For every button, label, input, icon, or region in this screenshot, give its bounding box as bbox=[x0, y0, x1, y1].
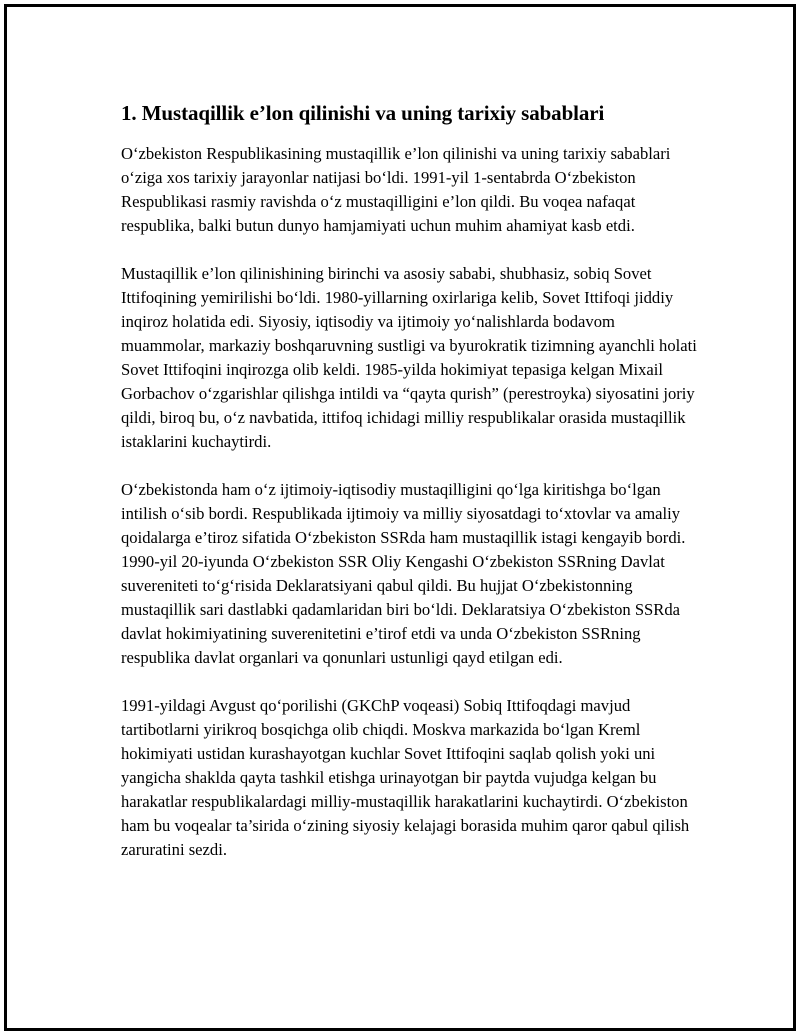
paragraph-2: Mustaqillik e’lon qilinishining birinchi va asosiy sababi, shubhasiz, sobiq Sovet Ittifoqining yemirilishi bo‘ldi. 1980-yillarning oxirlariga kelib, Sovet Ittifoqi jiddiy inqiroz holatida edi. Siyosiy, iqtisodiy va ijtimoiy yo‘nalishlarda bodavom muammolar, markaziy boshqaruvning sustligi va byurokratik tizimning ayanchli holati Sovet Ittifoqini inqirozga olib keldi. 1985-yilda hokimiyat tepasiga kelgan Mixail Gorbachov o‘zgarishlar qilishga intildi va “qayta qurish” (perestroyka) siyosatini joriy qildi, biroq bu, o‘z navbatida, ittifoq ichidagi milliy respublikalar orasida mustaqillik istaklarini kuchaytirdi. bbox=[121, 264, 697, 451]
section-heading: 1. Mustaqillik e’lon qilinishi va uning tarixiy sabablari bbox=[121, 101, 605, 125]
paragraph-1: O‘zbekiston Respublikasining mustaqillik e’lon qilinishi va uning tarixiy sabablari o‘ziga xos tarixiy jarayonlar natijasi bo‘ldi. 1991-yil 1-sentabrda O‘zbekiston Respublikasi rasmiy ravishda o‘z mustaqilligini e’lon qildi. Bu voqea nafaqat respublika, balki butun dunyo hamjamiyati uchun muhim ahamiyat kasb etdi. bbox=[121, 144, 671, 235]
paragraph-4: 1991-yildagi Avgust qo‘porilishi (GKChP voqeasi) Sobiq Ittifoqdagi mavjud tartibotlarni yirikroq bosqichga olib chiqdi. Moskva markazida bo‘lgan Kreml hokimiyati ustidan kurashayotgan kuchlar Sovet Ittifoqini saqlab qolish yoki uni yangicha shaklda qayta tashkil etishga urinayotgan bir paytda vujudga kelgan bu harakatlar respublikalardagi milliy-mustaqillik harakatlarini kuchaytirdi. O‘zbekiston ham bu voqealar ta’sirida o‘zining siyosiy kelajagi borasida muhim qaror qabul qilish zaruratini sezdi. bbox=[121, 696, 690, 859]
paragraph-3: O‘zbekistonda ham o‘z ijtimoiy-iqtisodiy mustaqilligini qo‘lga kiritishga bo‘lgan intilish o‘sib bordi. Respublikada ijtimoiy va milliy siyosatdagi to‘xtovlar va amaliy qoidalarga e’tiroz sifatida O‘zbekiston SSRda ham mustaqillik istagi kengayib bordi. 1990-yil 20-iyunda O‘zbekiston SSR Oliy Kengashi O‘zbekiston SSRning Davlat suvereniteti to‘g‘risida Deklaratsiyani qabul qildi. Bu hujjat O‘zbekistonning mustaqillik sari dastlabki qadamlaridan biri bo‘ldi. Deklaratsiya O‘zbekiston SSRda davlat hokimiyatining suverenitetini e’tirof etdi va unda O‘zbekiston SSRning respublika davlat organlari va qonunlari ustunligi qayd etilgan edi. bbox=[121, 480, 686, 667]
document-body bbox=[121, 99, 701, 886]
page-frame bbox=[4, 4, 796, 1031]
